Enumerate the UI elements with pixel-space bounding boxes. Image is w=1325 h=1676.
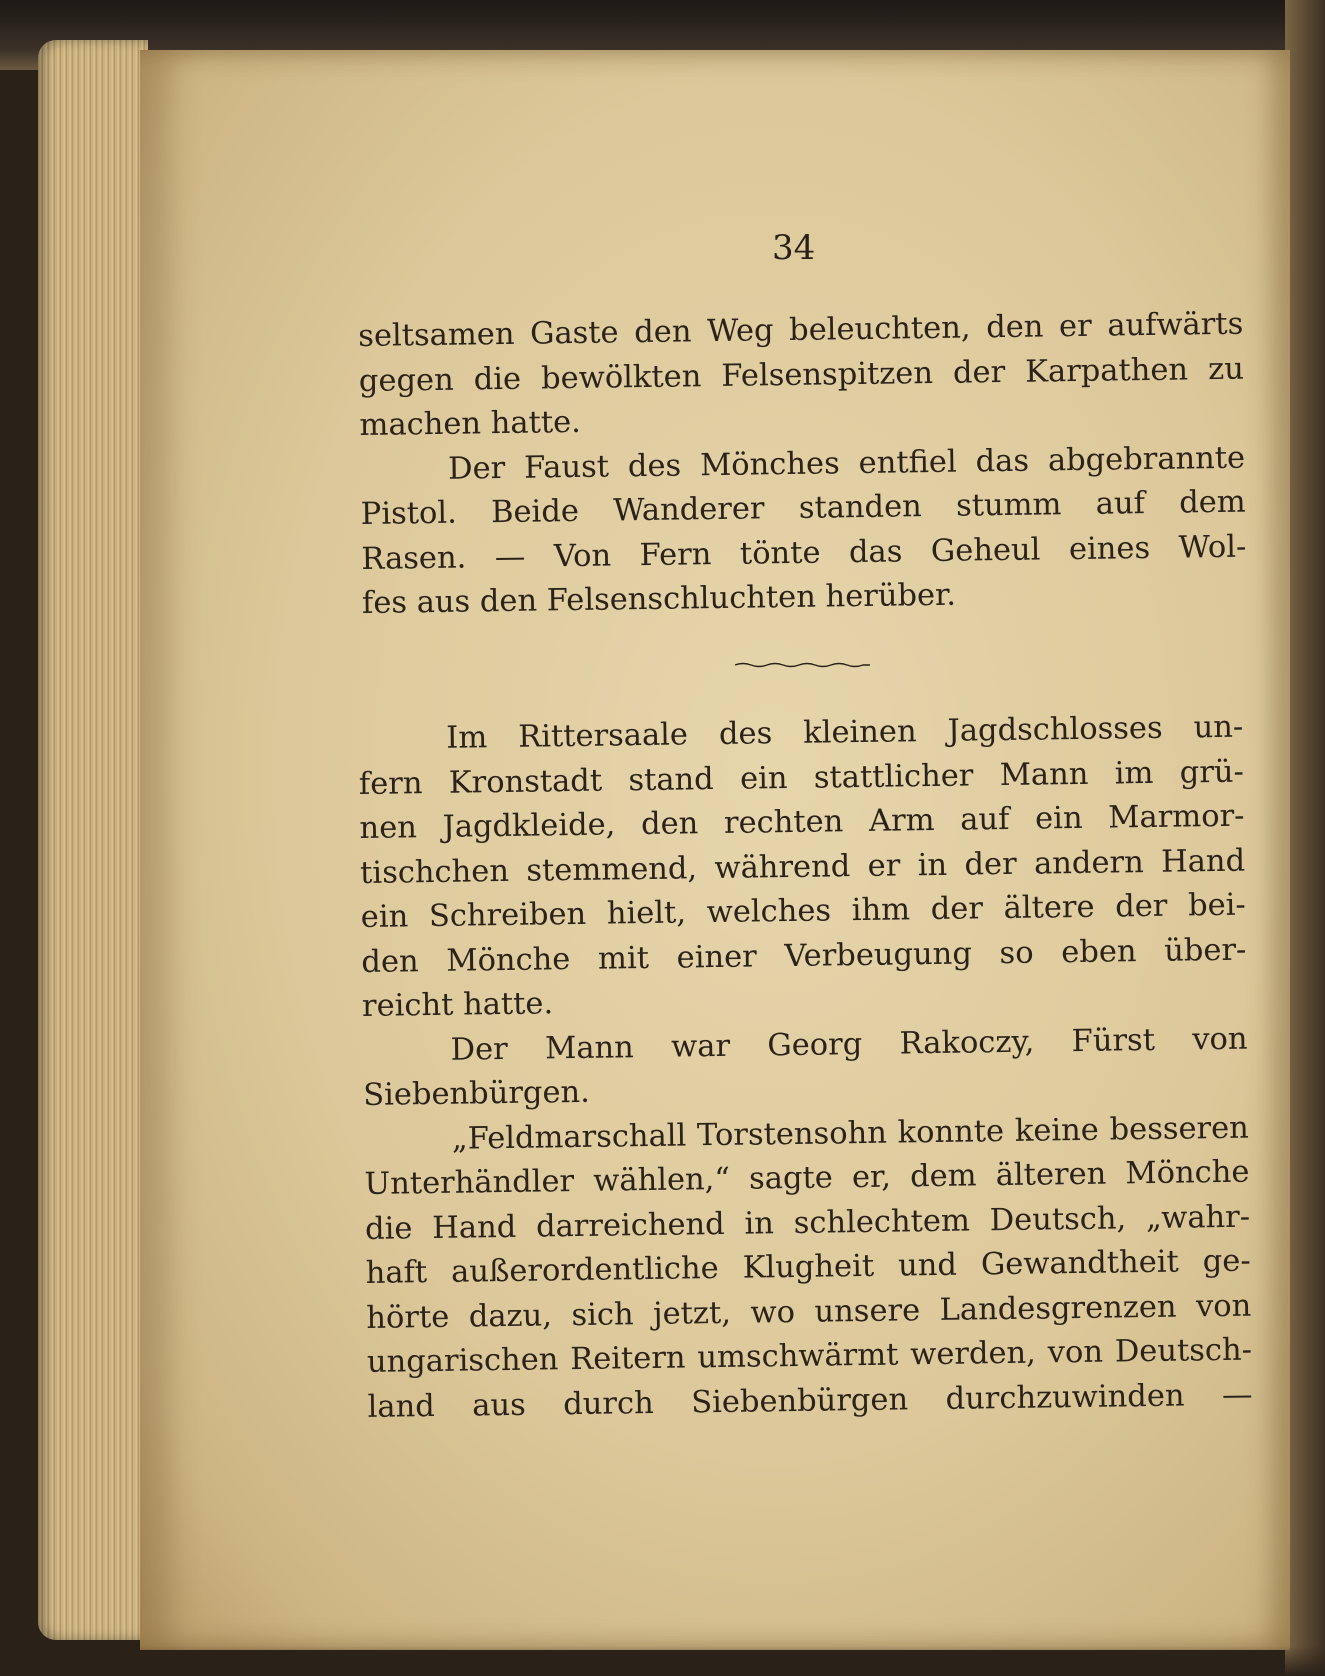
text-line: Unterhändler wählen,“ sagte er, dem älteren Mönche xyxy=(364,1154,1250,1202)
text-line: seltsamen Gaste den Weg beleuchten, den er aufwärts xyxy=(358,306,1244,354)
text-line: Im Rittersaale des kleinen Jagdschlosses un- xyxy=(446,709,1244,756)
text-line: haft außerordentliche Klugheit und Gewandtheit ge- xyxy=(365,1243,1251,1291)
text-line: machen hatte. xyxy=(359,404,582,443)
text-line: fern Kronstadt stand ein stattlicher Mann im grü- xyxy=(358,754,1245,802)
text-line: ungarischen Reitern umschwärmt werden, von Deutsch- xyxy=(366,1332,1253,1380)
text-line: „Feldmarschall Torstensohn konnte keine besseren xyxy=(451,1110,1250,1157)
text-block-lower xyxy=(358,706,1253,1430)
text-line: Der Faust des Mönches entfiel das abgebrannte xyxy=(447,440,1246,487)
text-line: tischchen stemmend, während er in der andern Hand xyxy=(359,843,1246,891)
text-line: Pistol. Beide Wanderer standen stumm auf dem xyxy=(360,484,1246,532)
text-line: Der Mann war Georg Rakoczy, Fürst von xyxy=(450,1021,1248,1068)
text-line: Rasen. — Von Fern tönte das Geheul eines Wol- xyxy=(361,529,1247,577)
page-number: 34 xyxy=(772,228,816,268)
text-line: Siebenbürgen. xyxy=(363,1074,591,1113)
text-line: nen Jagdkleide, den rechten Arm auf ein Marmor- xyxy=(359,798,1245,846)
text-line: reicht hatte. xyxy=(361,986,554,1024)
text-line: gegen die bewölkten Felsenspitzen der Karpathen zu xyxy=(358,351,1245,399)
text-line: den Mönche mit einer Verbeugung so eben über- xyxy=(361,932,1247,980)
book-cover-right xyxy=(1285,0,1325,1676)
book-bottom-edge xyxy=(0,1646,1325,1676)
text-line: die Hand darreichend in schlechtem Deutsch, „wahr- xyxy=(364,1199,1251,1247)
text-line: fes aus den Felsenschluchten herüber. xyxy=(361,577,957,621)
text-line: ein Schreiben hielt, welches ihm der ältere der bei- xyxy=(360,887,1246,935)
text-line: land aus durch Siebenbürgen durchzuwinden — xyxy=(367,1377,1253,1425)
text-block-upper xyxy=(358,303,1247,627)
text-line: hörte dazu, sich jetzt, wo unsere Landesgrenzen von xyxy=(366,1288,1252,1336)
section-separator xyxy=(735,662,870,668)
page-stack-edges xyxy=(38,40,148,1640)
